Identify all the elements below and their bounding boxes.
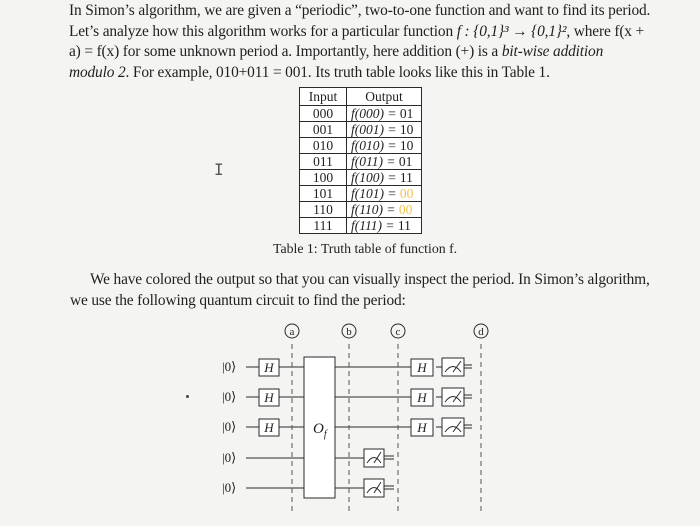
output-cell: f(001) = 10	[347, 122, 422, 138]
input-cell: 111	[300, 218, 347, 234]
qubit-label-1: |0⟩	[222, 359, 237, 374]
input-cell: 101	[300, 186, 347, 202]
stage-label-b: b	[346, 326, 352, 338]
output-value: 11	[399, 170, 413, 185]
qubit-label-4: |0⟩	[222, 450, 237, 465]
table-caption: Table 1: Truth table of function f.	[273, 241, 458, 256]
output-cell: f(110) = 00	[347, 202, 422, 218]
input-cell: 000	[300, 106, 347, 122]
intro-line-3: a) = f(x) for some unknown period a. Importantly, here addition (+) is a bit-wise addition	[69, 43, 604, 60]
hadamard-gate-6: H	[417, 420, 427, 435]
cursor-ibeam-icon: I	[214, 160, 224, 179]
function-signature: f : {0,1}³ → {0,1}²	[456, 22, 567, 40]
input-cell: 100	[300, 170, 347, 186]
explanation-line-1: We have colored the output so that you can visually inspect the period. In Simon’s algorithm,	[90, 271, 650, 288]
output-cell: f(101) = 00	[347, 186, 422, 202]
output-column-header: Output	[347, 88, 422, 106]
hadamard-gate-5: H	[417, 390, 427, 405]
output-value: 10	[399, 122, 414, 137]
qubit-label-2: |0⟩	[222, 389, 237, 404]
stage-label-a: a	[289, 326, 295, 338]
stage-label-d: d	[478, 326, 484, 338]
hadamard-gate-3: H	[264, 420, 274, 435]
output-value: 00	[399, 186, 414, 201]
qubit-label-3: |0⟩	[222, 419, 237, 434]
explanation-line-2: we use the following quantum circuit to find the period:	[70, 291, 406, 309]
output-cell: f(111) = 11	[347, 218, 422, 234]
input-cell: 110	[300, 202, 347, 218]
input-cell: 010	[300, 138, 347, 154]
output-value: 01	[399, 106, 414, 121]
output-cell: f(011) = 01	[347, 154, 422, 170]
output-value: 11	[397, 218, 411, 233]
oracle-label: $O_f$	[313, 421, 327, 440]
output-value: 10	[399, 138, 414, 153]
hadamard-gate-2: H	[264, 390, 274, 405]
output-cell: f(100) = 11	[347, 170, 422, 186]
hadamard-gate-1: H	[264, 360, 274, 375]
intro-line-2: Let’s analyze how this algorithm works for a particular function f : {0,1}³ → {0,1}², where f(x +	[69, 22, 645, 40]
intro-line-1: In Simon’s algorithm, we are given a “periodic”, two-to-one function and want to find its period.	[69, 2, 651, 19]
qubit-label-5: |0⟩	[222, 480, 237, 495]
output-value: 01	[398, 154, 413, 169]
intro-line-4: modulo 2. For example, 010+011 = 001. Its truth table looks like this in Table 1.	[69, 63, 550, 81]
hadamard-gate-4: H	[417, 360, 427, 375]
stage-label-c: c	[395, 326, 401, 338]
input-cell: 011	[300, 154, 347, 170]
output-cell: f(000) = 01	[347, 106, 422, 122]
input-column-header: Input	[300, 88, 347, 106]
ancilla-measurements	[364, 449, 384, 497]
input-cell: 001	[300, 122, 347, 138]
output-cell: f(010) = 10	[347, 138, 422, 154]
output-value: 00	[398, 202, 413, 217]
